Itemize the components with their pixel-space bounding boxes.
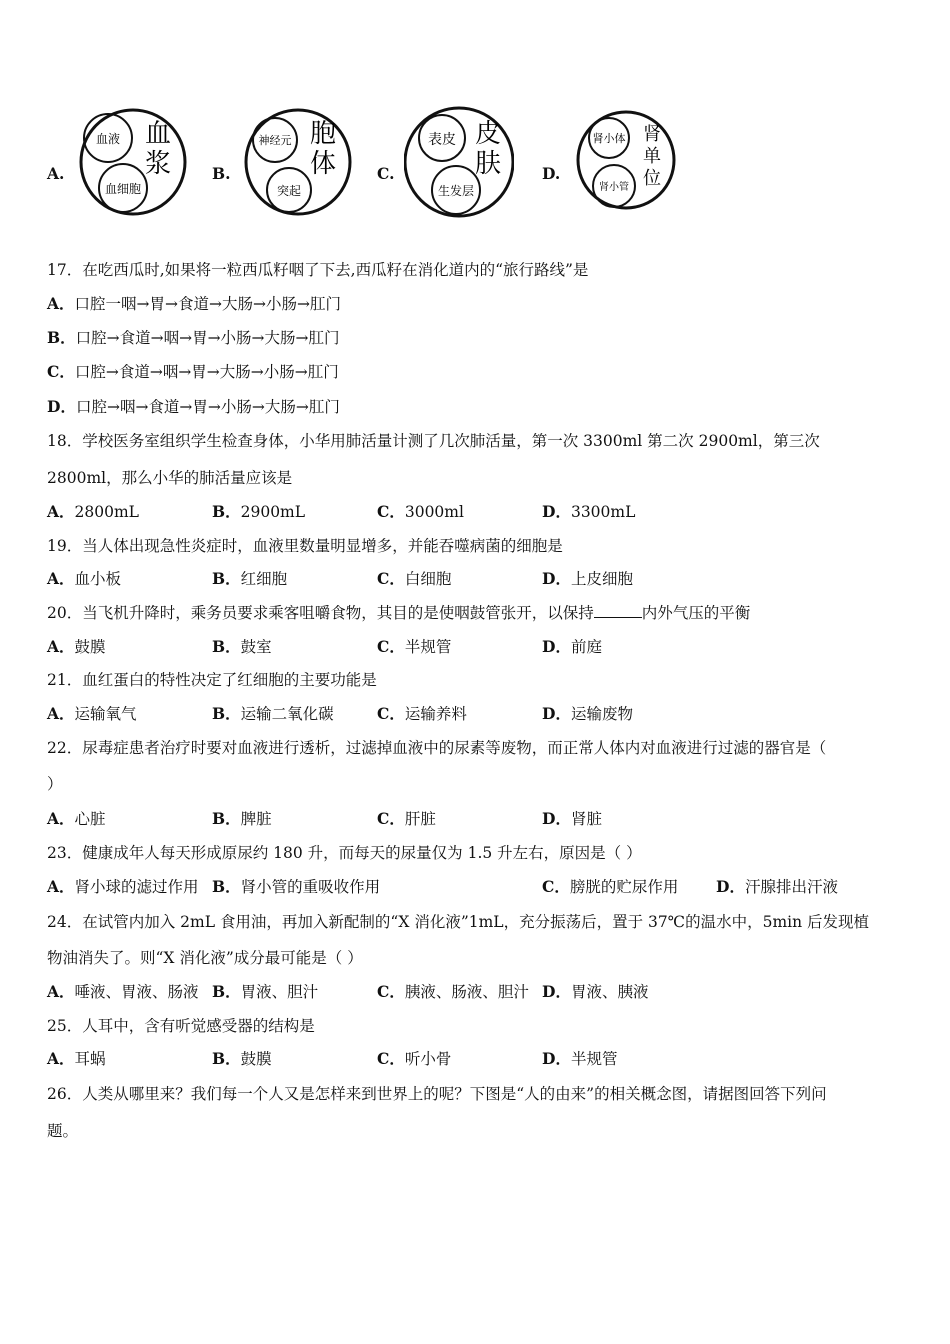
q22-option-a: A．心脏 bbox=[47, 809, 106, 828]
q21-option-d: D．运输废物 bbox=[542, 704, 633, 723]
q19-option-a: A．血小板 bbox=[47, 569, 122, 588]
q21-option-a: A．运输氧气 bbox=[47, 704, 137, 723]
concept-circle-diagram bbox=[574, 100, 684, 222]
small-label-2: 生发层 bbox=[437, 184, 475, 198]
q23-option-c: C．膀胱的贮尿作用 bbox=[542, 877, 679, 896]
small-label-1: 血液 bbox=[95, 132, 121, 146]
q22-stem-line2: ） bbox=[47, 775, 63, 793]
q24-option-a: A．唾液、胃液、肠液 bbox=[47, 982, 199, 1001]
q18-stem-line2: 2800ml，那么小华的肺活量应该是 bbox=[47, 469, 293, 487]
q20-answer-blank bbox=[594, 603, 642, 618]
q24-option-c: C．胰液、肠液、胆汁 bbox=[377, 982, 529, 1001]
q19-option-c: C．白细胞 bbox=[377, 569, 452, 588]
concept-circle-diagram bbox=[243, 100, 353, 222]
q16-option-c-diagram bbox=[404, 100, 514, 226]
q25-stem: 25．人耳中，含有听觉感受器的结构是 bbox=[47, 1017, 315, 1035]
q25-option-d: D．半规管 bbox=[542, 1049, 618, 1068]
q19-stem: 19．当人体出现急性炎症时，血液里数量明显增多，并能吞噬病菌的细胞是 bbox=[47, 537, 563, 555]
q25-option-b: B．鼓膜 bbox=[212, 1049, 272, 1068]
q23-option-a: A．肾小球的滤过作用 bbox=[47, 877, 199, 896]
small-label-1: 肾小体 bbox=[592, 132, 626, 145]
q16-option-d-diagram bbox=[574, 100, 684, 226]
q18-option-b: B．2900mL bbox=[212, 502, 306, 521]
q24-option-b: B．胃液、胆汁 bbox=[212, 982, 319, 1001]
q21-stem: 21．血红蛋白的特性决定了红细胞的主要功能是 bbox=[47, 671, 377, 689]
small-label-2: 血细胞 bbox=[104, 182, 142, 196]
q16-option-a-letter: A. bbox=[47, 164, 65, 183]
q22-option-d: D．肾脏 bbox=[542, 809, 602, 828]
q25-option-a: A．耳蜗 bbox=[47, 1049, 106, 1068]
q16-option-c-letter: C. bbox=[377, 164, 395, 183]
big-label-1: 肾 bbox=[643, 124, 661, 145]
q19-option-d: D．上皮细胞 bbox=[542, 569, 633, 588]
q16-option-b-letter: B. bbox=[212, 164, 231, 183]
big-label-1: 皮 bbox=[474, 119, 502, 149]
q16-option-b-diagram bbox=[243, 100, 353, 226]
q23-option-d: D．汗腺排出汗液 bbox=[716, 877, 838, 896]
small-label-2: 突起 bbox=[276, 184, 302, 198]
q17-stem: 17．在吃西瓜时,如果将一粒西瓜籽咽了下去,西瓜籽在消化道内的“旅行路线”是 bbox=[47, 261, 589, 279]
big-label-2: 单 bbox=[643, 146, 661, 167]
q19-option-b: B．红细胞 bbox=[212, 569, 288, 588]
q22-stem-line1: 22．尿毒症患者治疗时要对血液进行透析，过滤掉血液中的尿素等废物，而正常人体内对血液进行过滤的器官是（ bbox=[47, 739, 827, 757]
q17-option-b: B．口腔→食道→咽→胃→小肠→大肠→肛门 bbox=[47, 328, 340, 347]
q18-option-c: C．3000ml bbox=[377, 502, 464, 521]
q20-stem-after: 内外气压的平衡 bbox=[641, 604, 751, 622]
q20-stem-before: 20．当飞机升降时，乘务员要求乘客咀嚼食物，其目的是使咽鼓管张开，以保持 bbox=[47, 604, 594, 622]
q24-stem-line1: 24．在试管内加入 2mL 食用油，再加入新配制的“X 消化液”1mL，充分振荡后，置于 37℃的温水中，5min 后发现植 bbox=[47, 913, 870, 931]
q24-stem-line2: 物油消失了。则“X 消化液”成分最可能是（ ） bbox=[47, 949, 363, 967]
big-label-2: 浆 bbox=[144, 149, 172, 179]
q20-option-d: D．前庭 bbox=[542, 637, 602, 656]
q17-option-d: D．口腔→咽→食道→胃→小肠→大肠→肛门 bbox=[47, 397, 340, 416]
big-label-2: 肤 bbox=[474, 149, 502, 179]
q17-option-a: A．口腔一咽→胃→食道→大肠→小肠→肛门 bbox=[47, 294, 341, 313]
q18-stem-line1: 18．学校医务室组织学生检查身体，小华用肺活量计测了几次肺活量，第一次 3300ml 第二次 2900ml，第三次 bbox=[47, 432, 820, 450]
q20-option-b: B．鼓室 bbox=[212, 637, 272, 656]
q20-stem bbox=[47, 603, 750, 623]
q20-option-a: A．鼓膜 bbox=[47, 637, 106, 656]
q26-stem-line1: 26．人类从哪里来？我们每一个人又是怎样来到世界上的呢？下图是“人的由来”的相关概念图，请据图回答下列问 bbox=[47, 1085, 827, 1103]
concept-circle-diagram bbox=[78, 100, 188, 222]
q22-option-b: B．脾脏 bbox=[212, 809, 272, 828]
q17-option-c: C．口腔→食道→咽→胃→大肠→小肠→肛门 bbox=[47, 362, 339, 381]
q18-option-a: A．2800mL bbox=[47, 502, 139, 521]
small-label-1: 表皮 bbox=[428, 132, 456, 148]
q22-option-c: C．肝脏 bbox=[377, 809, 436, 828]
q16-option-a-diagram bbox=[78, 100, 188, 226]
small-label-1: 神经元 bbox=[258, 134, 292, 147]
big-label-3: 位 bbox=[643, 168, 661, 189]
q21-option-b: B．运输二氧化碳 bbox=[212, 704, 334, 723]
big-label-1: 血 bbox=[144, 119, 172, 149]
q16-option-d-letter: D. bbox=[542, 164, 561, 183]
concept-circle-diagram bbox=[404, 100, 514, 222]
q24-option-d: D．胃液、胰液 bbox=[542, 982, 649, 1001]
big-label-2: 体 bbox=[309, 149, 337, 179]
small-label-2: 肾小管 bbox=[599, 182, 629, 193]
q18-option-d: D．3300mL bbox=[542, 502, 636, 521]
q25-option-c: C．听小骨 bbox=[377, 1049, 452, 1068]
q20-option-c: C．半规管 bbox=[377, 637, 452, 656]
big-label-1: 胞 bbox=[309, 119, 337, 149]
q21-option-c: C．运输养料 bbox=[377, 704, 467, 723]
q23-stem: 23．健康成年人每天形成原尿约 180 升，而每天的尿量仅为 1.5 升左右，原因是（ ） bbox=[47, 844, 642, 862]
q23-option-b: B．肾小管的重吸收作用 bbox=[212, 877, 381, 896]
q26-stem-line2: 题。 bbox=[47, 1122, 79, 1140]
